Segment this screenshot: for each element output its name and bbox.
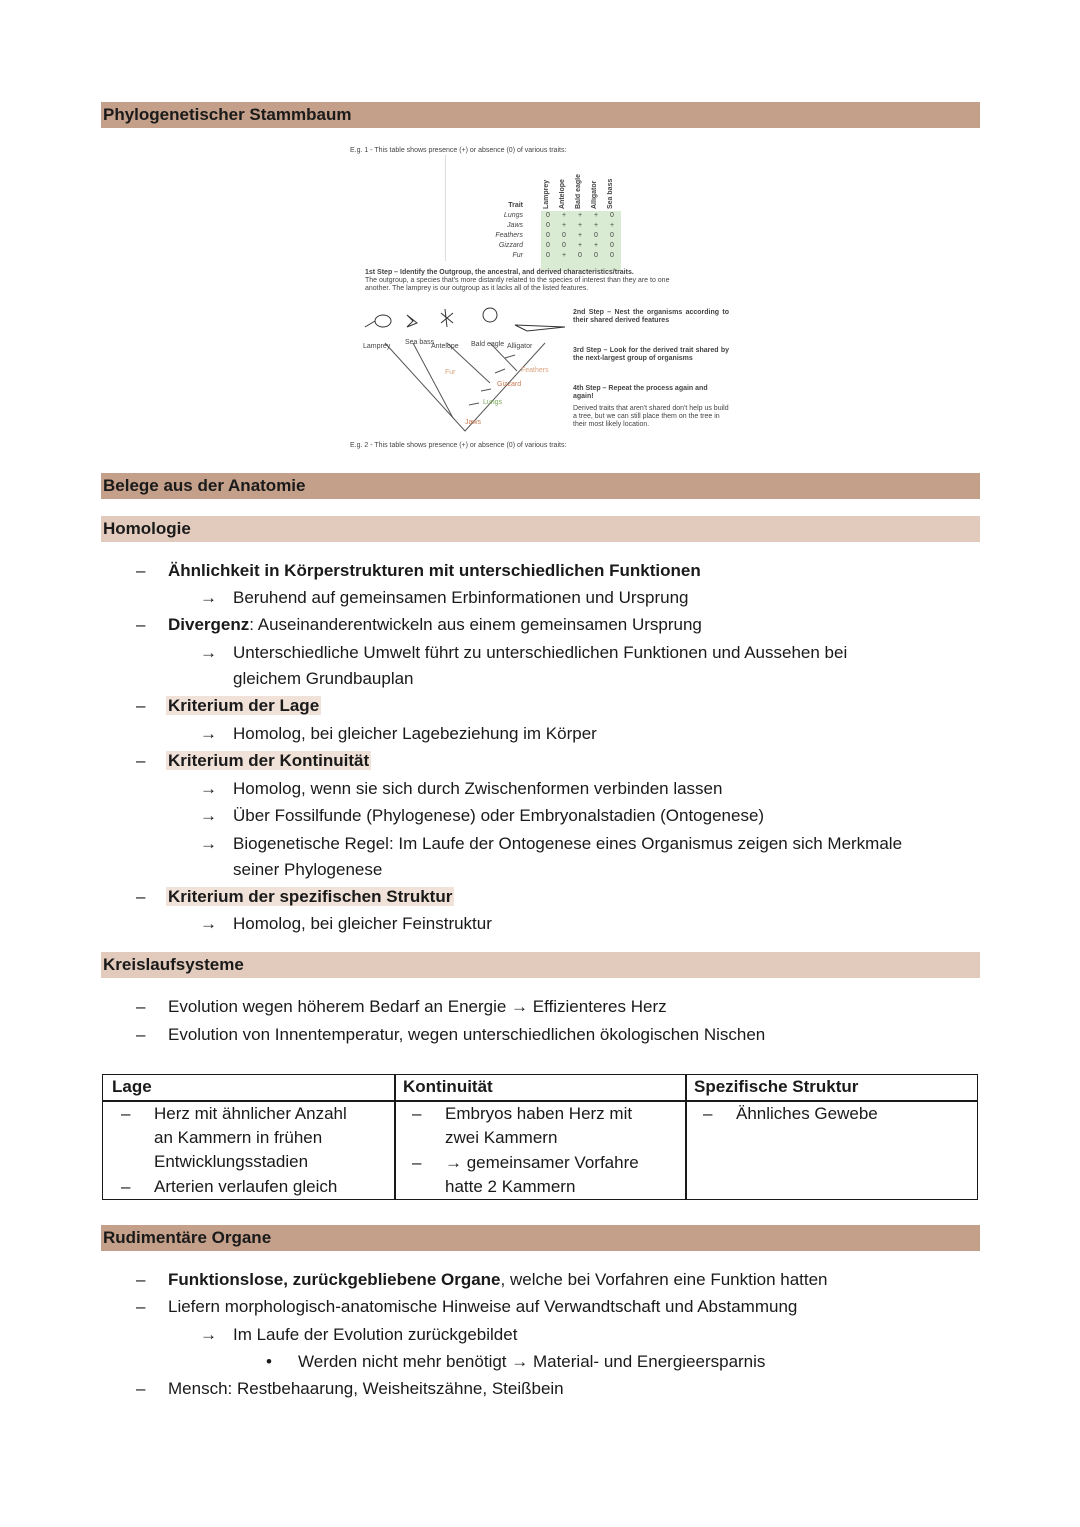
list-dash: – — [136, 1297, 146, 1316]
trait-cell: + — [577, 222, 583, 229]
trait-cell: 0 — [594, 252, 598, 259]
tree-label: Sea bass — [405, 339, 435, 346]
homology-item-1-sub: Beruhend auf gemeinsamen Erbinformationen und Ursprung — [233, 588, 689, 607]
trait-cell: + — [577, 242, 583, 249]
trait-cell: 0 — [610, 242, 614, 249]
criterion-structure: Kriterium der spezifischen Struktur — [168, 887, 453, 906]
step4-text: Derived traits that aren't shared don't help us build a tree, but we can still place them on the tree in their most likely location. — [573, 405, 729, 428]
table-cell: Herz mit ähnlicher Anzahl — [154, 1104, 347, 1123]
tree-label: Alligator — [507, 343, 533, 350]
trait-cell: + — [577, 232, 583, 239]
trait-cell: 0 — [610, 252, 614, 259]
section-header-homology: Homologie — [101, 516, 980, 542]
step1-text-b: another. The lamprey is our outgroup as it lacks all of the listed features. — [365, 285, 589, 292]
eagle-sketch — [483, 308, 497, 322]
trait-name: Lungs — [503, 212, 523, 219]
phylogenetic-figure — [345, 143, 740, 455]
list-dash: – — [136, 615, 146, 634]
trait-cell: + — [561, 212, 567, 219]
table-cell: Arterien verlaufen gleich — [154, 1177, 338, 1196]
trait-cell: 0 — [562, 232, 566, 239]
table-separator — [445, 155, 446, 261]
trait-cell: + — [561, 252, 567, 259]
table-divider — [685, 1075, 687, 1199]
rudimentary-item-3: Mensch: Restbehaarung, Weisheitszähne, Steißbein — [168, 1379, 564, 1398]
step4-title: 4th Step – Repeat the process again and again! — [573, 385, 708, 400]
homology-item-4-sub-2: Über Fossilfunde (Phylogenese) oder Embryonalstadien (Ontogenese) — [233, 806, 765, 825]
divergence-text: : Auseinanderentwickeln aus einem gemeinsamen Ursprung — [249, 615, 702, 634]
homology-item-4-sub-1: Homolog, wenn sie sich durch Zwischenformen verbinden lassen — [233, 779, 723, 798]
trait-cell: 0 — [546, 232, 550, 239]
table-cell: Embryos haben Herz mit — [445, 1104, 633, 1123]
seabass-sketch — [407, 315, 417, 327]
arrow-icon: → — [200, 588, 217, 607]
trait-name: Gizzard — [498, 242, 523, 249]
trait-cell: + — [593, 222, 599, 229]
branch-label: Gizzard — [497, 381, 522, 388]
arrow-icon: → — [200, 724, 217, 743]
trait-cell: 0 — [594, 232, 598, 239]
arrow-icon: → — [200, 914, 217, 933]
figure-caption-2: E.g. 2 - This table shows presence (+) or absence (0) of various traits: — [350, 442, 567, 449]
list-dash: – — [136, 997, 146, 1016]
section-header-circulation: Kreislaufsysteme — [101, 952, 980, 978]
rudimentary-item-2-sub: Im Laufe der Evolution zurückgebildet — [233, 1325, 518, 1344]
rudimentary-item-1 — [168, 1269, 828, 1291]
species-header: Antelope — [559, 179, 566, 209]
arrow-icon: → — [200, 834, 217, 853]
criterion-continuity: Kriterium der Kontinuität — [168, 751, 370, 770]
figure-caption-1: E.g. 1 - This table shows presence (+) or absence (0) of various traits: — [350, 147, 567, 154]
section-header-phylogenetic-tree: Phylogenetischer Stammbaum — [101, 102, 980, 128]
table-divider — [394, 1075, 396, 1199]
step1-title: 1st Step – Identify the Outgroup, the ancestral, and derived characteristics/traits. — [365, 269, 634, 276]
table-dash: – — [412, 1104, 422, 1123]
trait-cell: 0 — [562, 242, 566, 249]
alligator-sketch — [515, 325, 565, 331]
table-cell: hatte 2 Kammern — [445, 1177, 576, 1196]
section-header-rudimentary: Rudimentäre Organe — [101, 1225, 980, 1251]
species-header: Lamprey — [543, 179, 550, 209]
trait-cell: + — [593, 242, 599, 249]
trait-cell: 0 — [610, 232, 614, 239]
bullet-icon: • — [266, 1352, 272, 1371]
table-dash: – — [703, 1104, 713, 1123]
table-cell: → gemeinsamer Vorfahre — [445, 1153, 639, 1172]
homology-item-4-sub-3-a: Biogenetische Regel: Im Laufe der Ontogenese eines Organismus zeigen sich Merkmale — [233, 834, 903, 853]
circulation-item-1: Evolution wegen höherem Bedarf an Energie → Effizienteres Herz — [168, 997, 667, 1016]
rudimentary-item-2-subsub: Werden nicht mehr benötigt → Material- und Energieersparnis — [298, 1352, 766, 1371]
list-dash: – — [136, 696, 146, 715]
homology-item-3-sub: Homolog, bei gleicher Lagebeziehung im Körper — [233, 724, 597, 743]
divergence-term: Divergenz — [168, 615, 250, 634]
list-dash: – — [136, 1379, 146, 1398]
trait-cell: 0 — [610, 212, 614, 219]
list-dash: – — [136, 1270, 146, 1289]
homology-item-2 — [168, 614, 702, 636]
table-header-continuity: Kontinuität — [403, 1077, 493, 1096]
homology-item-2-sub-a: Unterschiedliche Umwelt führt zu unterschiedlichen Funktionen und Aussehen bei — [233, 643, 848, 662]
table-cell: Ähnliches Gewebe — [736, 1104, 878, 1123]
section-header-anatomy: Belege aus der Anatomie — [101, 473, 980, 499]
trait-grid-background — [541, 211, 621, 271]
step3-text: 3rd Step – Look for the derived trait shared by the next-largest group of organisms — [573, 347, 729, 362]
trait-cell: + — [577, 212, 583, 219]
step2-text: 2nd Step – Nest the organisms according to their shared derived features — [573, 309, 729, 324]
trait-cell: 0 — [546, 212, 550, 219]
list-dash: – — [136, 751, 146, 770]
arrow-icon: → — [200, 643, 217, 662]
trait-cell: 0 — [546, 242, 550, 249]
step1-text-a: The outgroup, a species that's more distantly related to the species of interest than they are to one — [365, 277, 670, 284]
species-header: Alligator — [591, 180, 598, 209]
list-dash: – — [136, 561, 146, 580]
table-cell: an Kammern in frühen — [154, 1128, 323, 1147]
criterion-location: Kriterium der Lage — [168, 696, 320, 715]
trait-name: Jaws — [507, 222, 523, 229]
homology-item-1: Ähnlichkeit in Körperstrukturen mit unterschiedlichen Funktionen — [168, 561, 701, 580]
branch-label: Feathers — [521, 367, 549, 374]
trait-cell: + — [593, 212, 599, 219]
homology-item-2-sub-b: gleichem Grundbauplan — [233, 669, 414, 688]
lamprey-tail — [365, 321, 375, 327]
table-dash: – — [121, 1177, 131, 1196]
lamprey-sketch — [375, 315, 391, 327]
trait-header: Trait — [508, 202, 523, 209]
homology-item-4-sub-3-b: seiner Phylogenese — [233, 860, 383, 879]
table-cell: Entwicklungsstadien — [154, 1152, 309, 1171]
rudimentary-term: Funktionslose, zurückgebliebene Organe — [168, 1270, 501, 1289]
arrow-icon: → — [200, 779, 217, 798]
trait-table — [445, 155, 635, 267]
table-cell: zwei Kammern — [445, 1128, 558, 1147]
trait-cell: + — [609, 222, 615, 229]
trait-cell: + — [561, 222, 567, 229]
homology-item-3 — [166, 695, 321, 717]
arrow-icon: → — [200, 1325, 217, 1344]
trait-cell: 0 — [546, 252, 550, 259]
table-dash: – — [412, 1153, 422, 1172]
table-dash: – — [121, 1104, 131, 1123]
rudimentary-text: , welche bei Vorfahren eine Funktion hatten — [500, 1270, 828, 1289]
homology-item-5-sub: Homolog, bei gleicher Feinstruktur — [233, 914, 492, 933]
rudimentary-item-2: Liefern morphologisch-anatomische Hinweise auf Verwandtschaft und Abstammung — [168, 1297, 798, 1316]
branch-label: Jaws — [465, 419, 481, 426]
list-dash: – — [136, 1025, 146, 1044]
circulation-item-2: Evolution von Innentemperatur, wegen unterschiedlichen ökologischen Nischen — [168, 1025, 766, 1044]
list-dash: – — [136, 887, 146, 906]
tree-label: Antelope — [431, 343, 459, 350]
tree-label: Bald eagle — [471, 341, 505, 348]
species-header: Bald eagle — [575, 173, 582, 209]
antelope-sketch — [441, 309, 453, 327]
table-header-location: Lage — [112, 1077, 152, 1096]
criteria-table — [102, 1074, 978, 1200]
trait-name: Fur — [512, 252, 523, 259]
trait-cell: 0 — [546, 222, 550, 229]
trait-ticks — [469, 355, 515, 405]
table-header-structure: Spezifische Struktur — [694, 1077, 859, 1096]
trait-name: Feathers — [495, 232, 523, 239]
trait-cell: 0 — [578, 252, 582, 259]
homology-item-5 — [166, 886, 454, 908]
tree-label: Lamprey — [363, 343, 391, 350]
homology-item-4 — [166, 750, 371, 772]
arrow-icon: → — [200, 806, 217, 825]
branch-label: Lungs — [483, 399, 503, 406]
species-header: Sea bass — [607, 178, 614, 209]
branch-label: Fur — [445, 369, 456, 376]
